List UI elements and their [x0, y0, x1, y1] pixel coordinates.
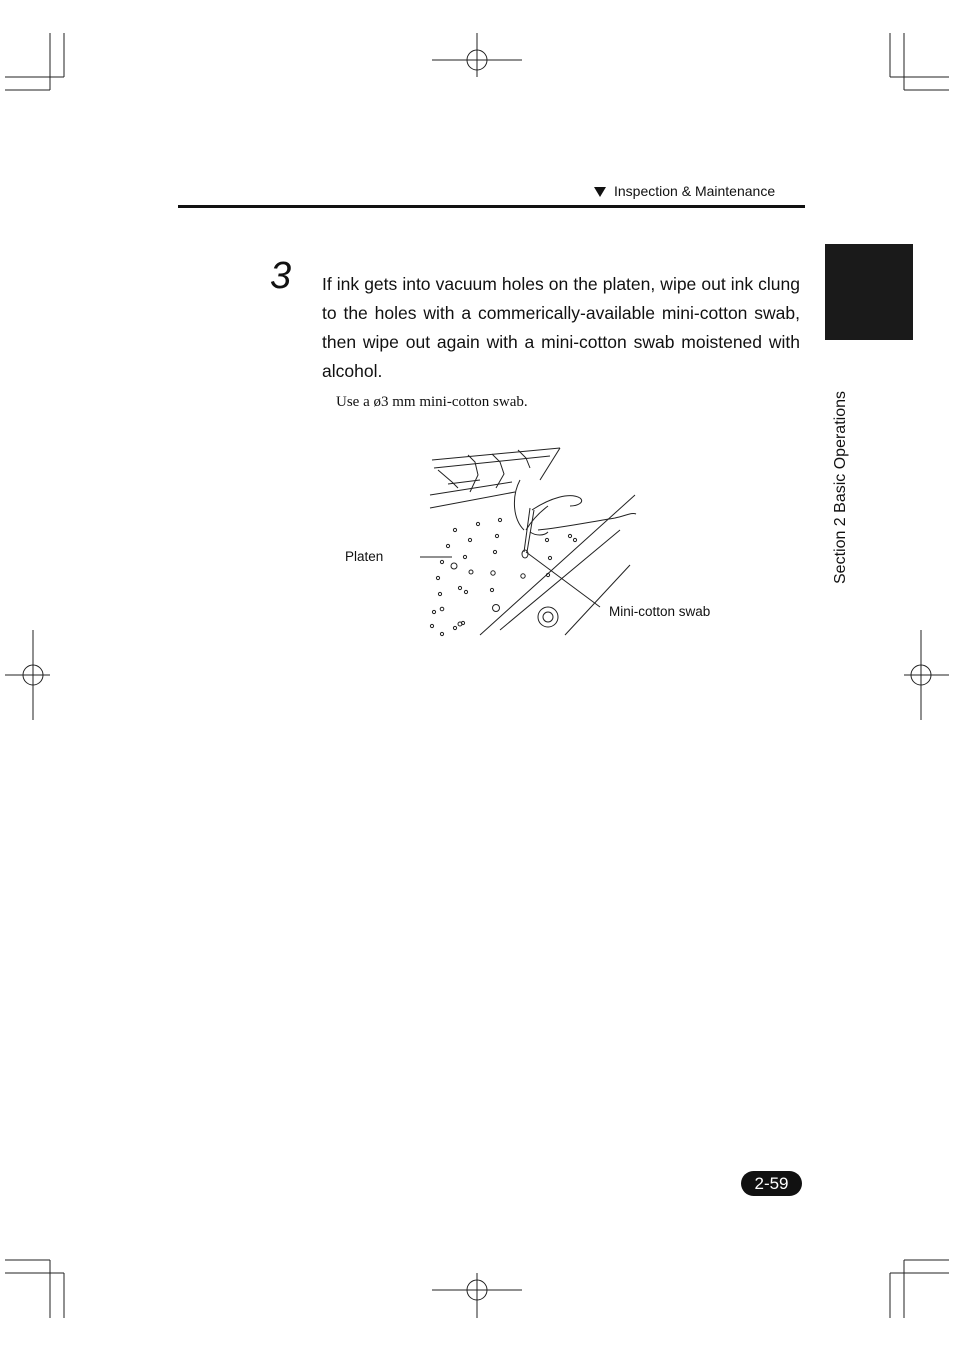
- section-tab-label: Section 2 Basic Operations: [832, 391, 849, 584]
- section-tab: [825, 244, 913, 340]
- running-header: [594, 183, 775, 199]
- triangle-down-icon: [594, 187, 606, 197]
- section-title: Inspection & Maintenance: [614, 183, 776, 199]
- step-instructions: If ink gets into vacuum holes on the platen, wipe out ink clung to the holes with a commerically-available mini-cotton swab, then wipe out again with a mini-cotton swab moistened with alcohol.: [322, 274, 800, 381]
- header-rule: [178, 205, 805, 208]
- step-note: Use a ø3 mm mini-cotton swab.: [336, 394, 528, 410]
- step-number: 3: [270, 255, 292, 297]
- page-number: 2-59: [741, 1171, 802, 1196]
- platen-label: Platen: [345, 549, 384, 564]
- swab-label: Mini-cotton swab: [609, 604, 711, 619]
